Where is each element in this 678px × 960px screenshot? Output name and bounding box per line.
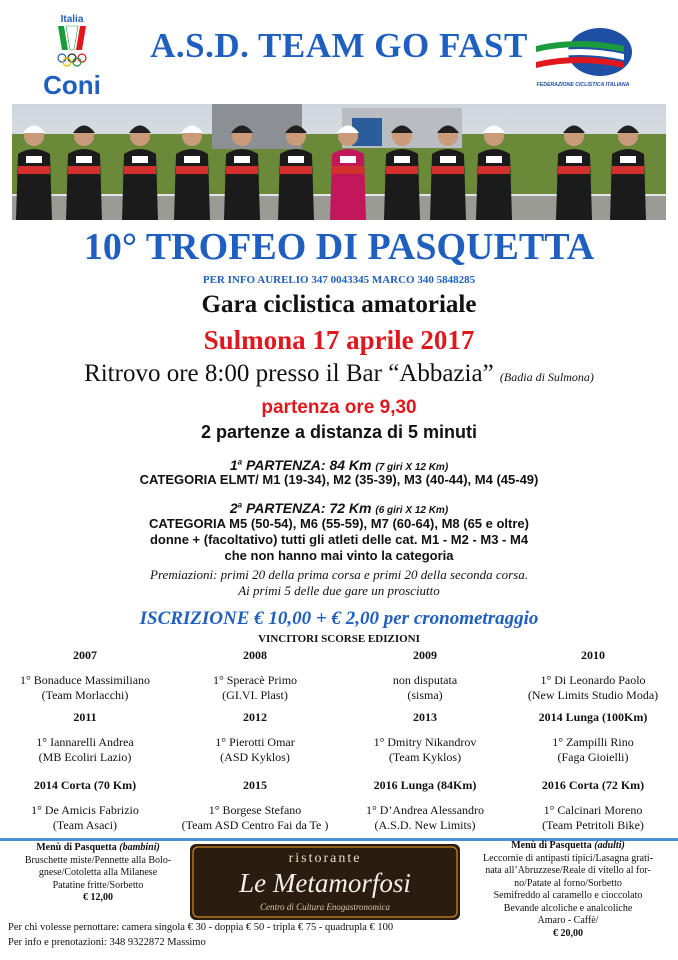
partenza2-note: che non hanno mai vinto la categoria <box>224 548 454 563</box>
winner-team: (Faga Gioielli) <box>557 750 629 764</box>
partenza1-heading <box>0 457 678 473</box>
menu-kids-line2: gnese/Cotoletta alla Milanese <box>38 867 158 878</box>
partenza-time: partenza ore 9,30 <box>261 397 417 418</box>
iscrizione: ISCRIZIONE € 10,00 + € 2,00 per cronometraggio <box>139 608 539 629</box>
menu-adults-title: Menù di Pasquetta <box>511 840 592 851</box>
coni-logo-name: Coni <box>43 70 101 100</box>
coni-logo-top: Italia <box>60 14 84 25</box>
winner-name: 1° De Amicis Fabrizio <box>31 803 139 817</box>
winner-year: 2011 <box>73 710 97 724</box>
partenza1-detail: (7 giri X 12 Km) <box>375 462 449 473</box>
winner-year: 2014 Lunga (100Km) <box>538 710 648 724</box>
club-title: A.S.D. TEAM GO FAST <box>150 26 528 65</box>
restaurant-logo <box>190 844 460 920</box>
winner-cell <box>170 710 340 765</box>
menu-adults-line1: Leccornie di antipasti tipici/Lasagna grati- <box>483 852 653 864</box>
team-photo <box>12 104 666 220</box>
winner-year: 2010 <box>581 648 605 662</box>
winner-team: (GI.VI. Plast) <box>222 688 288 702</box>
partenza2-sup: a <box>237 500 243 510</box>
vincitori-title: VINCITORI SCORSE EDIZIONI <box>258 633 420 645</box>
partenza2-head: PARTENZA: 72 Km <box>242 500 372 516</box>
info-line: PER INFO AURELIO 347 0043345 MARCO 340 5848285 <box>202 274 476 286</box>
stay-line: Per chi volesse pernottare: camera singola € 30 - doppia € 50 - tripla € 75 - quadrupla € 100 <box>8 922 394 933</box>
partenza2-donne: donne + (facoltativo) tutti gli atleti delle cat. M1 - M2 - M3 - M4 <box>149 532 529 547</box>
winner-year: 2016 Corta (72 Km) <box>541 778 645 792</box>
premiazioni-line2: Ai primi 5 delle due gare un prosciutto <box>238 583 440 598</box>
menu-adults-line3: no/Patate al forno/Sorbetto <box>514 877 622 889</box>
winner-team: (New Limits Studio Moda) <box>527 688 659 702</box>
fci-logo <box>528 22 638 92</box>
restaurant-tagline: Centro di Cultura Enogastronomica <box>259 902 391 912</box>
winner-year: 2007 <box>73 648 97 662</box>
menu-adults-price: € 20,00 <box>553 927 583 939</box>
winner-team: (ASD Kyklos) <box>220 750 290 764</box>
ritrovo-line <box>0 360 678 388</box>
winner-cell <box>340 648 510 703</box>
winner-team: (Team ASD Centro Fai da Te ) <box>181 818 329 832</box>
restaurant-kind: ristorante <box>288 851 362 866</box>
winner-year: 2016 Lunga (84Km) <box>373 778 477 792</box>
winner-name: 1° D’Andrea Alessandro <box>365 803 485 817</box>
menu-adults-line6: Amaro - Caffè/ <box>537 915 599 926</box>
partenza1-sup: a <box>237 457 243 467</box>
winner-cell <box>0 710 170 765</box>
winner-team: (MB Ecoliri Lazio) <box>38 750 132 764</box>
menu-adults-line4: Semifreddo al caramello e cioccolato <box>493 890 643 901</box>
contact-line: Per info e prenotazioni: 348 9322872 Massimo <box>8 937 206 948</box>
partenza2-number: 2 <box>229 500 238 516</box>
menu-kids-title: Menù di Pasquetta <box>36 842 117 853</box>
winner-name: 1° Dmitry Nikandrov <box>373 735 477 749</box>
restaurant-name: Le Metamorfosi <box>239 868 411 898</box>
menu-adults-line2: nata all’Abruzzese/Reale di vitello al for- <box>485 865 651 876</box>
winner-name: 1° Zampilli Rino <box>552 735 634 749</box>
winner-name: 1° Bonaduce Massimiliano <box>19 673 151 687</box>
winner-name: 1° Pierotti Omar <box>215 735 295 749</box>
winner-team: (Team Petritoli Bike) <box>542 818 644 832</box>
winner-cell <box>170 778 340 833</box>
menu-kids-note: (bambini) <box>119 842 160 853</box>
event-date: Sulmona 17 aprile 2017 <box>203 325 475 355</box>
winner-name: 1° Iannarelli Andrea <box>36 735 134 749</box>
menu-adults-note: (adulti) <box>594 840 625 851</box>
winner-cell <box>0 778 170 833</box>
winner-cell <box>340 710 510 765</box>
menu-adults <box>462 840 674 940</box>
winner-cell <box>508 648 678 703</box>
menu-kids-price: € 12,00 <box>83 892 113 903</box>
winner-team: (Team Morlacchi) <box>41 688 129 702</box>
winner-year: 2015 <box>243 778 267 792</box>
winner-name: 1° Speracè Primo <box>212 673 298 687</box>
partenza1-categoria: CATEGORIA ELMT/ M1 (19-34), M2 (35-39), M3 (40-44), M4 (45-49) <box>139 472 539 487</box>
partenza2-detail: (6 giri X 12 Km) <box>375 505 449 516</box>
winner-year: 2012 <box>243 710 267 724</box>
winner-year: 2014 Corta (70 Km) <box>33 778 137 792</box>
winner-cell <box>170 648 340 703</box>
partenza2-heading <box>0 500 678 516</box>
winner-team: (Team Asaci) <box>52 818 118 832</box>
premiazioni-line1: Premiazioni: primi 20 della prima corsa e primi 20 della seconda corsa. <box>150 567 528 582</box>
winner-name: 1° Borgese Stefano <box>208 803 302 817</box>
fci-caption: FEDERAZIONE CICLISTICA ITALIANA <box>536 82 630 88</box>
event-subtitle: Gara ciclistica amatoriale <box>201 291 477 318</box>
winner-cell <box>508 778 678 833</box>
winner-year: 2013 <box>413 710 437 724</box>
partenza2-categoria: CATEGORIA M5 (50-54), M6 (55-59), M7 (60-64), M8 (65 e oltre) <box>149 516 529 531</box>
winner-cell <box>0 648 170 703</box>
winner-cell <box>340 778 510 833</box>
winner-team: (sisma) <box>407 688 443 702</box>
winner-team: (Team Kyklos) <box>388 750 462 764</box>
partenza1-number: 1 <box>229 457 238 473</box>
winner-year: 2008 <box>243 648 267 662</box>
partenza1-head: PARTENZA: 84 Km <box>242 457 372 473</box>
winner-name: 1° Di Leonardo Paolo <box>540 673 646 687</box>
winner-team: (A.S.D. New Limits) <box>374 818 476 832</box>
menu-kids-line1: Bruschette miste/Pennette alla Bolo- <box>24 854 172 866</box>
winner-cell <box>508 710 678 765</box>
due-partenze: 2 partenze a distanza di 5 minuti <box>200 422 478 442</box>
event-title: 10° TROFEO DI PASQUETTA <box>83 226 595 268</box>
menu-kids <box>8 842 188 905</box>
winner-year: 2009 <box>413 648 437 662</box>
winner-name: non disputata <box>392 673 458 687</box>
ritrovo-text: Ritrovo ore 8:00 presso il Bar “Abbazia” <box>84 360 494 387</box>
menu-adults-line5: Bevande alcoliche e analcoliche <box>503 902 633 914</box>
winner-name: 1° Calcinari Moreno <box>543 803 643 817</box>
ritrovo-note: (Badia di Sulmona) <box>499 370 594 384</box>
menu-kids-line3: Patatine fritte/Sorbetto <box>52 879 144 891</box>
